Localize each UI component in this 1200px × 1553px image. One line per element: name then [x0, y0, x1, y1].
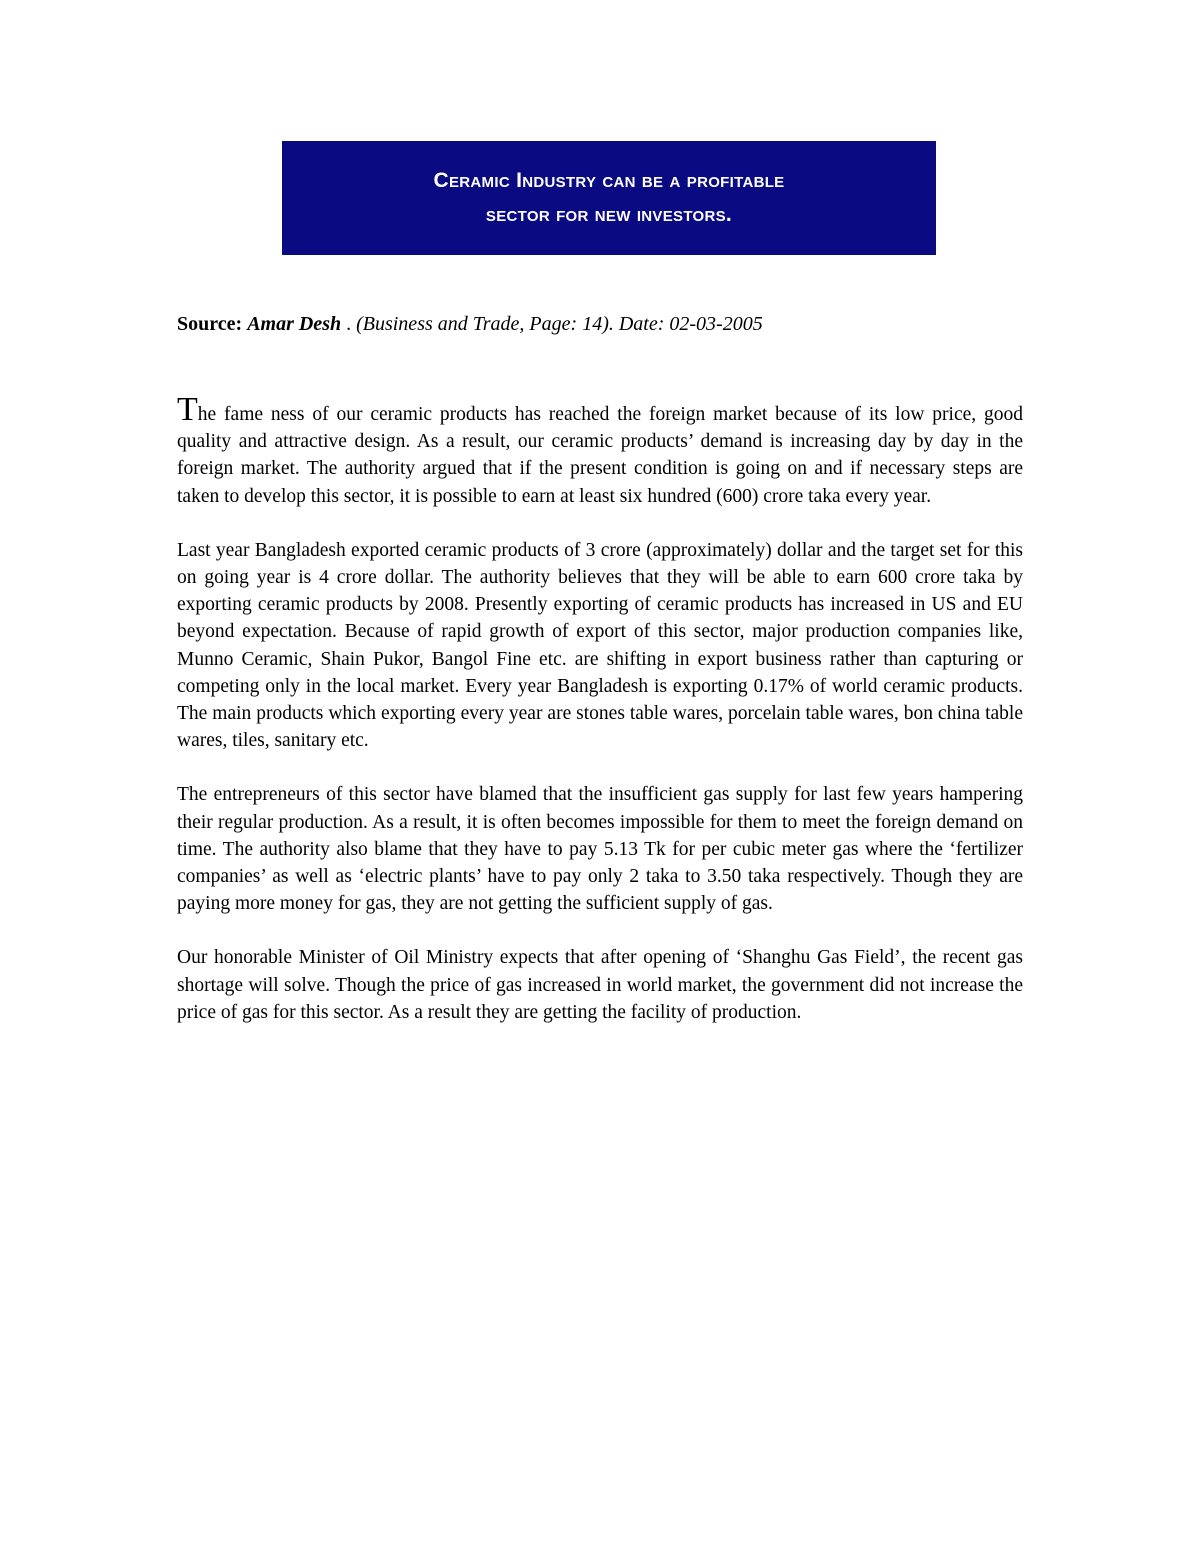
article-body: [177, 391, 1023, 1053]
headline-line-1: Ceramic Industry can be a profitable: [433, 169, 785, 192]
source-detail: (Business and Trade, Page: 14). Date: 02-03-2005: [356, 313, 763, 335]
headline-banner: [282, 141, 936, 255]
article-paragraph-1: [177, 391, 1023, 510]
article-paragraph-4: Our honorable Minister of Oil Ministry expects that after opening of ‘Shanghu Gas Field’, the recent gas shortage will solve. Though the price of gas increased in world market, the government did not increase the price of gas for this sector. As a result they are getting the facility of production.: [177, 947, 1023, 1023]
source-separator: .: [341, 313, 357, 335]
source-publication: Amar Desh: [247, 313, 342, 335]
drop-cap: T: [177, 391, 198, 428]
paragraph-1-text: he fame ness of our ceramic products has reached the foreign market because of its low price, good quality and attractive design. As a result, our ceramic products’ demand is increasing day by day in the foreign market. The authority argued that if the present condition is going on and if necessary steps are taken to develop this sector, it is possible to earn at least six hundred (600) crore taka every year.: [177, 404, 1023, 507]
article-paragraph-2: Last year Bangladesh exported ceramic products of 3 crore (approximately) dollar and the target set for this on going year is 4 crore dollar. The authority believes that they will be able to earn 600 crore taka by exporting ceramic products by 2008. Presently exporting of ceramic products has increased in US and EU beyond expectation. Because of rapid growth of export of this sector, major production companies like, Munno Ceramic, Shain Pukor, Bangol Fine etc. are shifting in export business rather than capturing or competing only in the local market. Every year Bangladesh is exporting 0.17% of world ceramic products. The main products which exporting every year are stones table wares, porcelain table wares, bon china table wares, tiles, sanitary etc.: [177, 539, 1023, 752]
article-paragraph-3: The entrepreneurs of this sector have blamed that the insufficient gas supply for last few years hampering their regular production. As a result, it is often becomes impossible for them to meet the foreign demand on time. The authority also blame that they have to pay 5.13 Tk for per cubic meter gas where the ‘fertilizer companies’ as well as ‘electric plants’ have to pay only 2 taka to 3.50 taka respectively. Though they are paying more money for gas, they are not getting the sufficient supply of gas.: [177, 784, 1023, 915]
source-label: Source:: [177, 313, 243, 335]
headline-line-2: sector for new investors.: [485, 203, 733, 226]
headline-title: [434, 164, 785, 232]
source-line: [177, 313, 763, 336]
